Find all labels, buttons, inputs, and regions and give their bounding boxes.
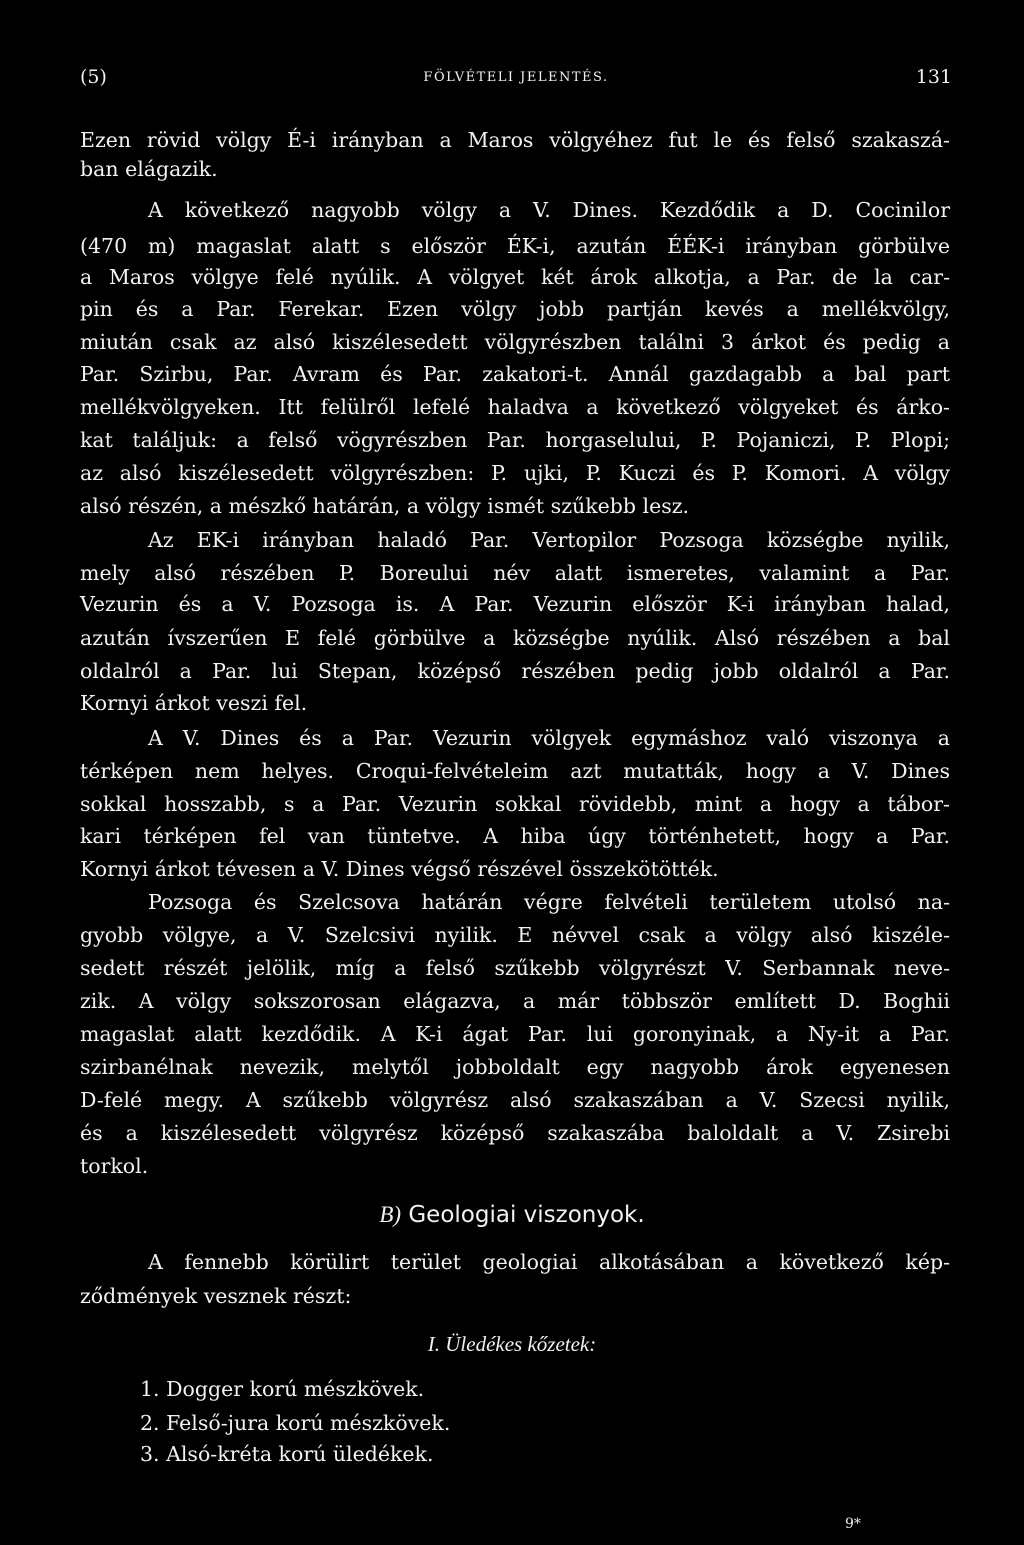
body-line: A V. Dines és a Par. Vezurin völgyek egymáshoz való viszonya a [148,726,950,750]
section-line: ződmények vesznek részt: [80,1284,352,1308]
list-item: 1. Dogger korú mészkövek. [140,1377,425,1401]
signature-mark: 9* [845,1516,861,1532]
body-line: sokkal hosszabb, s a Par. Vezurin sokkal rövidebb, mint a hogy a tábor- [80,792,950,816]
body-line: miután csak az alsó kiszélesedett völgyrészben találni 3 árkot és pedig a [80,330,950,354]
body-line: ban elágazik. [80,157,218,181]
body-line: térképen nem helyes. Croqui-felvételeim azt mutatták, hogy a V. Dines [80,759,950,783]
section-label: B) [379,1202,402,1227]
body-line: D-felé megy. A szűkebb völgyrész alsó szakaszában a V. Szecsi nyilik, [80,1088,950,1112]
body-line: mellékvölgyeken. Itt felülről lefelé haladva a következő völgyeket és árko- [80,395,950,419]
chapter-number: (5) [80,66,107,88]
body-line: Par. Szirbu, Par. Avram és Par. zakatori-t. Annál gazdagabb a bal part [80,362,950,386]
body-line: Kornyi árkot tévesen a V. Dines végső részével összekötötték. [80,857,719,881]
body-line: kat találjuk: a felső vögyrészben Par. horgaselului, P. Pojaniczi, P. Plopi; [80,428,950,452]
section-heading [0,1200,1024,1230]
body-line: torkol. [80,1154,149,1178]
body-line: Vezurin és a V. Pozsoga is. A Par. Vezurin először K-i irányban halad, [80,592,950,616]
section-title: Geologiai viszonyok. [408,1202,645,1228]
body-line: azután ívszerűen E felé görbülve a községbe nyúlik. Alsó részében a bal [80,626,950,650]
body-line: Kornyi árkot veszi fel. [80,691,308,715]
page-number: 131 [915,66,952,88]
section-line: A fennebb körülirt terület geologiai alkotásában a következő kép- [148,1250,950,1274]
body-line: kari térképen fel van tüntetve. A hiba úgy történhetett, hogy a Par. [80,824,950,848]
body-line: pin és a Par. Ferekar. Ezen völgy jobb partján kevés a mellékvölgy, [80,297,950,321]
list-item: 2. Felső-jura korú mészkövek. [140,1411,451,1435]
body-line: oldalról a Par. lui Stepan, középső részében pedig jobb oldalról a Par. [80,659,950,683]
body-line: és a kiszélesedett völgyrész középső szakaszába baloldalt a V. Zsirebi [80,1121,950,1145]
body-line: szirbanélnak nevezik, melytől jobboldalt egy nagyobb árok egyenesen [80,1055,950,1079]
list-item: 3. Alsó-kréta korú üledékek. [140,1442,434,1466]
body-line: magaslat alatt kezdődik. A K-i ágat Par. lui goronyinak, a Ny-it a Par. [80,1022,950,1046]
running-head [80,66,952,96]
body-line: az alsó kiszélesedett völgyrészben: P. ujki, P. Kuczi és P. Komori. A völgy [80,461,950,485]
body-line: sedett részét jelölik, míg a felső szűkebb völgyrészt V. Serbannak neve- [80,956,950,980]
body-line: A következő nagyobb völgy a V. Dines. Kezdődik a D. Cocinilor [148,198,950,222]
body-line: a Maros völgye felé nyúlik. A völgyet két árok alkotja, a Par. de la car- [80,265,950,289]
body-line: gyobb völgye, a V. Szelcsivi nyilik. E névvel csak a völgy alsó kiszéle- [80,923,950,947]
subsection-heading: I. Üledékes kőzetek: [427,1332,597,1356]
body-line: Az EK-i irányban haladó Par. Vertopilor Pozsoga községbe nyilik, [148,528,950,552]
body-line: (470 m) magaslat alatt s először ÉK-i, azután ÉÉK-i irányban görbülve [80,234,950,258]
body-line: Pozsoga és Szelcsova határán végre felvételi területem utolsó na- [148,890,950,914]
running-title: FÖLVÉTELI JELENTÉS. [423,70,609,85]
body-line: Ezen rövid völgy É-i irányban a Maros völgyéhez fut le és felső szakaszá- [80,128,950,152]
body-line: mely alsó részében P. Boreului név alatt ismeretes, valamint a Par. [80,561,950,585]
body-line: alsó részén, a mészkő határán, a völgy ismét szűkebb lesz. [80,494,690,518]
body-line: zik. A völgy sokszorosan elágazva, a már többször említett D. Boghii [80,989,950,1013]
